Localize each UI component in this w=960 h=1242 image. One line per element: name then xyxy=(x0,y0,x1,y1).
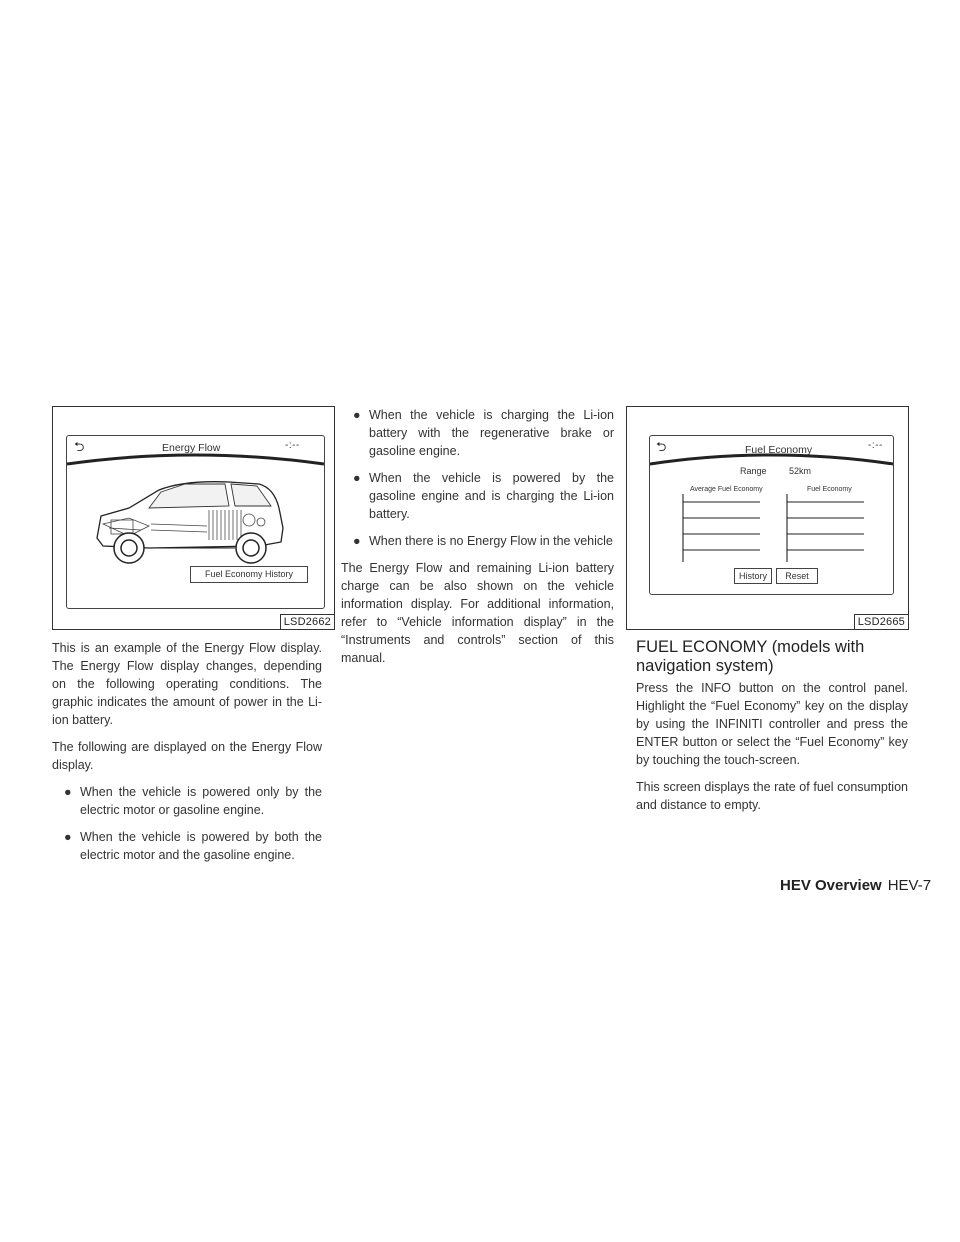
bullet-icon: ● xyxy=(353,408,361,422)
back-arrow-icon[interactable]: ⮌ xyxy=(74,439,85,454)
reset-button[interactable]: Reset xyxy=(776,568,818,584)
column-1-text xyxy=(52,639,322,873)
list-item-text: When the vehicle is charging the Li-ion battery with the regenerative brake or gasoline engine. xyxy=(369,408,614,458)
list-item xyxy=(341,532,614,550)
paragraph: The following are displayed on the Energy Flow display. xyxy=(52,740,322,772)
list-item-text: When the vehicle is powered by the gasoline engine and is charging the Li-ion battery. xyxy=(369,471,614,521)
range-label: Range xyxy=(740,466,767,476)
fuel-economy-figure xyxy=(626,406,909,630)
page-number: HEV-7 xyxy=(887,877,932,894)
history-button[interactable]: History xyxy=(734,568,772,584)
fuel-economy-history-button[interactable]: Fuel Economy History xyxy=(190,566,308,583)
range-value: 52km xyxy=(789,466,812,476)
average-fuel-economy-label: Average Fuel Economy xyxy=(690,486,763,493)
paragraph: This is an example of the Energy Flow display. The Energy Flow display changes, depending on the following operating conditions. The graphic indicates the amount of power in the Li-ion battery. xyxy=(52,641,322,727)
fuel-economy-graphs xyxy=(650,494,893,564)
list-item xyxy=(341,469,614,523)
column-3-text xyxy=(636,679,908,823)
screen-clock: -:-- xyxy=(868,440,883,451)
list-item-text: When there is no Energy Flow in the vehicle xyxy=(369,534,613,548)
footer-section: HEV Overview xyxy=(780,877,882,894)
figure-code: LSD2662 xyxy=(280,614,334,629)
bullet-icon: ● xyxy=(353,471,361,485)
page-footer xyxy=(780,877,931,894)
list-item xyxy=(341,406,614,460)
list-item xyxy=(52,828,322,864)
back-arrow-icon[interactable]: ⮌ xyxy=(656,439,667,454)
energy-flow-figure xyxy=(52,406,335,630)
screen-clock: -:-- xyxy=(285,440,300,451)
paragraph: The Energy Flow and remaining Li-ion battery charge can be also shown on the vehicle information display. For additional information, refer to “Vehicle information display” in the “Instruments and controls” section of this manual. xyxy=(341,561,614,665)
bullet-icon: ● xyxy=(353,534,361,548)
screen-title: Energy Flow xyxy=(162,442,221,454)
figure-code: LSD2665 xyxy=(854,614,908,629)
fuel-economy-label: Fuel Economy xyxy=(807,486,852,493)
bullet-icon: ● xyxy=(64,830,72,844)
list-item-text: When the vehicle is powered only by the electric motor or gasoline engine. xyxy=(80,785,322,817)
energy-flow-screen xyxy=(66,435,325,609)
header-divider xyxy=(650,450,893,480)
vehicle-illustration xyxy=(89,468,299,568)
bullet-icon: ● xyxy=(64,785,72,799)
paragraph: This screen displays the rate of fuel consumption and distance to empty. xyxy=(636,780,908,812)
list-item xyxy=(52,783,322,819)
fuel-economy-screen xyxy=(649,435,894,595)
section-heading: FUEL ECONOMY (models with navigation system) xyxy=(636,638,865,675)
screen-title: Fuel Economy xyxy=(745,444,813,456)
column-2-text xyxy=(341,406,614,676)
list-item-text: When the vehicle is powered by both the electric motor and the gasoline engine. xyxy=(80,830,322,862)
paragraph: Press the INFO button on the control panel. Highlight the “Fuel Economy” key on the display by using the INFINITI controller and press the ENTER button or select the “Fuel Economy” key by touching the touch-screen. xyxy=(636,681,908,767)
